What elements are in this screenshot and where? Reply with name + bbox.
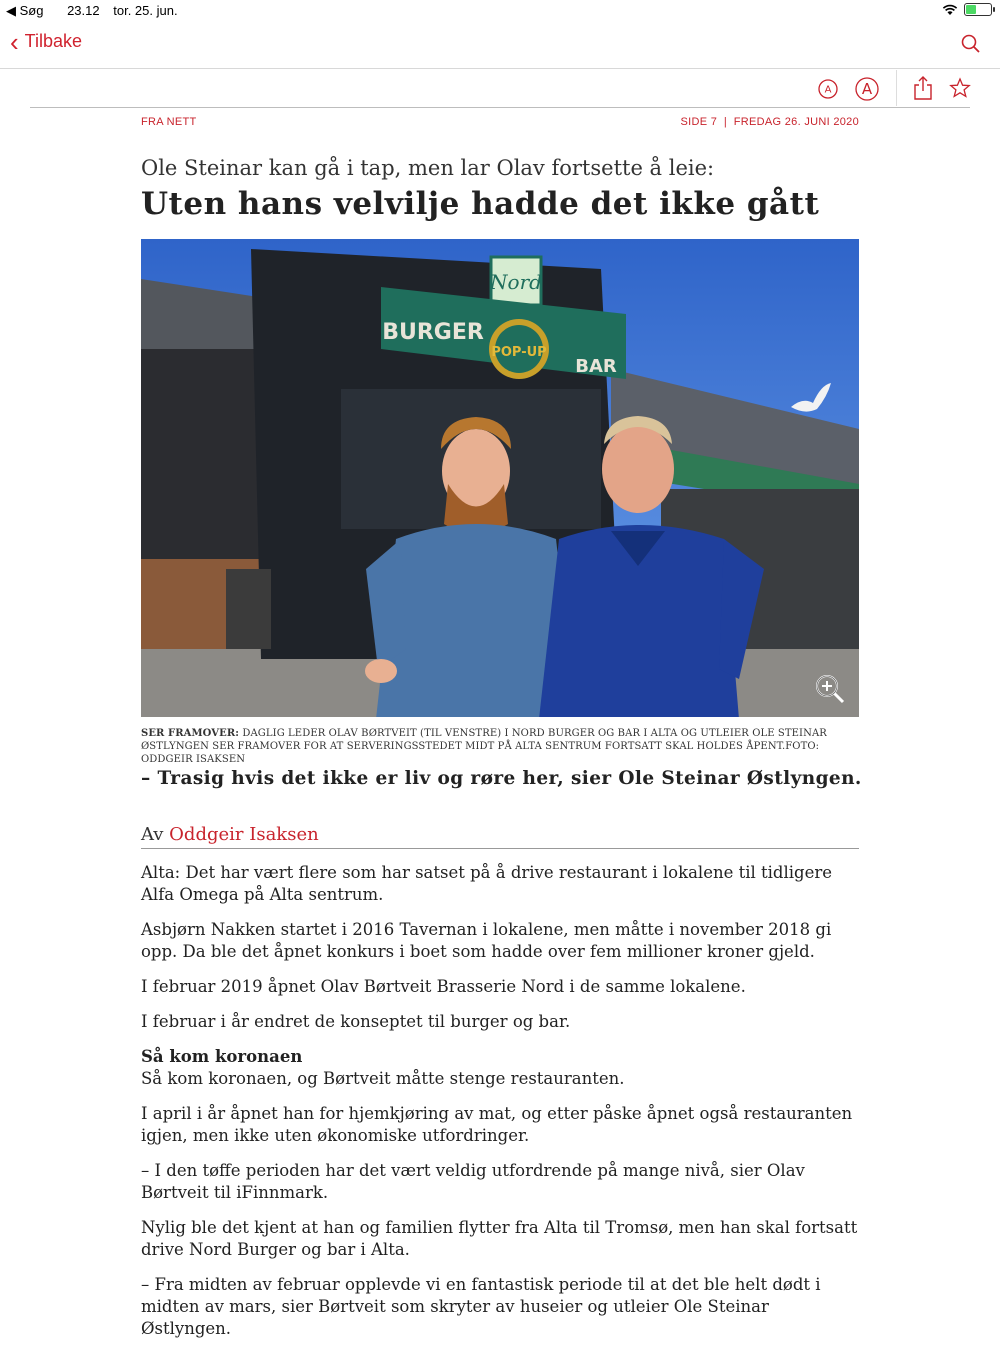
byline-prefix: Av [141,824,170,845]
back-to-app-link[interactable]: ◀ Søg [6,3,44,18]
back-button-label: Tilbake [24,31,83,51]
body-paragraph: I februar 2019 åpnet Olav Børtveit Brasserie Nord i de samme lokalene. [141,977,746,996]
body-paragraph: I februar i år endret de konseptet til burger og bar. [141,1012,571,1031]
clock: 23.12 [67,3,100,18]
status-bar [0,0,1000,22]
body-paragraph: Alta: Det har vært flere som har satset på å drive restaurant i lokalene til tidligere Alfa Omega på Alta sentrum. [141,863,833,904]
author-link[interactable]: Oddgeir Isaksen [169,824,319,845]
byline [141,824,859,849]
article-headline: Uten hans velvilje hadde det ikke gått [141,186,820,222]
body-paragraph: Så kom koronaen, og Børtveit måtte stenge restauranten. [141,1069,625,1088]
caption-label: SER FRAMOVER: [141,728,240,739]
sign-nord-text: Nord [490,270,542,294]
sign-burger-text: BURGER [382,320,484,345]
battery-icon [964,3,992,16]
status-date: tor. 25. jun. [113,3,178,18]
chevron-left-icon: ‹ [10,26,19,57]
article-toolbar [30,70,970,108]
body-paragraph: Asbjørn Nakken startet i 2016 Tavernan i lokalene, men måtte i november 2018 gi opp. Da ble det åpnet konkurs i boet som hadde over fem millioner kroner gjeld. [141,920,832,961]
photo-caption [141,727,861,766]
article-kicker: Ole Steinar kan gå i tap, men lar Olav fortsette å leie: [141,156,715,180]
navigation-bar [0,22,1000,69]
wifi-icon [942,4,958,16]
caption-text: DAGLIG LEDER OLAV BØRTVEIT (TIL VENSTRE) I NORD BURGER OG BAR I ALTA OG UTLEIER OLE STEINAR ØSTLYNGEN SER FRAMOVER FOR AT SERVERINGSSTEDET MIDT PÅ ALTA SENTRUM FORTSATT SKAL HOLDES ÅPENT.FOTO: ODDGEIR ISAKSEN [141,728,827,765]
article-ingress: – Trasig hvis det ikke er liv og røre her, sier Ole Steinar Østlyngen. [141,768,862,789]
back-app-label: Søg [19,3,44,18]
toolbar-divider [896,70,897,106]
share-icon[interactable] [912,75,934,101]
body-paragraph: – Fra midten av februar opplevde vi en fantastisk periode til at det ble helt dødt i midten av mars, sier Børtveit som skryter av huseier og utleier Ole Steinar Østlyngen. [141,1275,821,1338]
page-date-label: SIDE 7 | FREDAG 26. JUNI 2020 [680,116,859,128]
body-paragraph: – I den tøffe perioden har det vært veldig utfordrende på mange nivå, sier Olav Børtveit til iFinnmark. [141,1161,805,1202]
bookmark-star-icon[interactable] [949,77,971,99]
photo-illustration [141,239,859,717]
sign-popup-text: POP-UP [491,345,547,360]
body-paragraph: Nylig ble det kjent at han og familien flytter fra Alta til Tromsø, men han skal fortsatt drive Nord Burger og bar i Alta. [141,1218,858,1259]
body-paragraph: I april i år åpnet han for hjemkjøring av mat, og etter påske åpnet også restauranten igjen, men ikke uten økonomiske utfordringer. [141,1104,853,1145]
decrease-text-size-icon[interactable] [817,78,839,100]
article-photo[interactable] [141,239,859,717]
back-button[interactable] [10,26,83,57]
increase-text-size-icon[interactable] [854,76,880,102]
article-body [141,862,861,1353]
svg-text:A: A [824,84,832,96]
sign-bar-text: BAR [575,356,617,377]
search-icon[interactable] [960,33,982,55]
svg-text:A: A [861,80,873,98]
body-subheading: Så kom koronaen [141,1047,303,1066]
section-label: FRA NETT [141,116,197,128]
